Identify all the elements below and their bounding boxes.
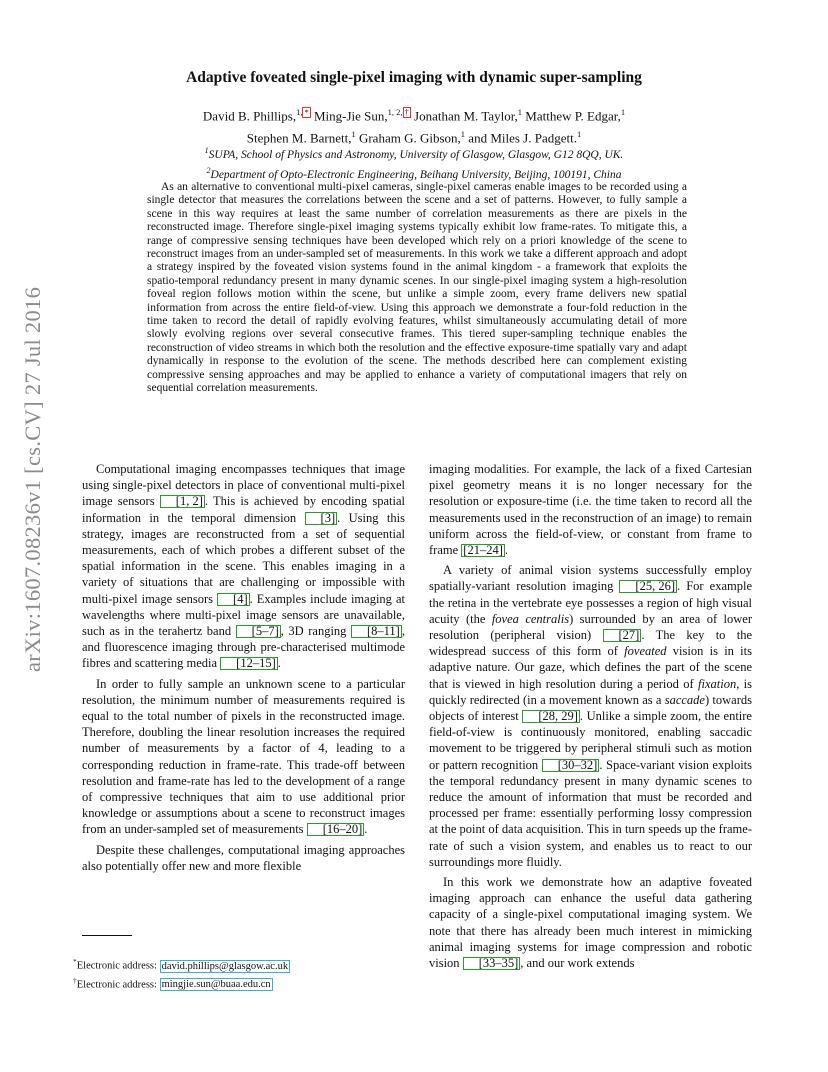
arxiv-identifier[interactable]: arXiv:1607.08236v1 [cs.CV] 27 Jul 2016 bbox=[20, 286, 45, 672]
affiliation-line: $^1$SUPA, School of Physics and Astronomy, University of Glasgow, Glasgow, G12 8QQ, UK. bbox=[204, 146, 624, 161]
body-paragraph: In order to fully sample an unknown scene to a particular resolution, the minimum number of measurements required is equal to the total number of pixels in the reconstructed image. Therefore, doubling the linear resolution increases the required number of measurements by a factor of 4, leading to a corresponding reduction in frame-rate. This trade-off between resolution and frame-rate has led to the development of a range of compressive techniques that aim to use additional prior knowledge or assumptions about a scene to reconstruct images from an under-sampled set of measurements [16–20] . bbox=[82, 676, 405, 837]
author-name: Matthew P. Edgar, bbox=[525, 108, 621, 124]
author-affiliation-mark: 1 bbox=[351, 129, 356, 140]
footnotes bbox=[73, 955, 413, 992]
affiliations bbox=[100, 143, 728, 183]
body-paragraph: Despite these challenges, computational imaging approaches also potentially offer new and more flexible bbox=[82, 842, 405, 873]
citation-link[interactable]: [8–11] bbox=[351, 625, 402, 638]
body-paragraph: imaging modalities. For example, the lack of a fixed Cartesian pixel geometry means it is no longer necessary for the resolution or exposure-time (i.e. the time taken to record all the measurements used in the reconstruction of an image) to remain uniform across the field-of-view, or constant from frame to frame [21–24] . bbox=[429, 462, 752, 558]
author-affiliation-mark: 1 bbox=[576, 129, 582, 140]
citation-link[interactable]: [1, 2] bbox=[160, 495, 205, 508]
email-link[interactable]: mingjie.sun@buaa.edu.cn bbox=[161, 979, 271, 990]
email-link[interactable]: david.phillips@glasgow.ac.uk bbox=[161, 960, 289, 972]
footnote-item: *Electronic address: david.phillips@glasgow.ac.uk bbox=[73, 957, 289, 972]
abstract-text: As an alternative to conventional multi-pixel cameras, single-pixel cameras enable images to be recorded using a single detector that measures the correlations between the scene and a set of patterns. However, to fully sample a scene in this way requires at least the same number of correlation measurements as there are pixels in the reconstructed image. Therefore single-pixel imaging systems typically exhibit low frame-rates. To mitigate this, a range of compressive sensing techniques have been developed which rely on a priori knowledge of the scene to reconstruct images from an under-sampled set of measurements. In this work we take a different approach and adopt a strategy inspired by the foveated vision systems found in the animal kingdom - a framework that exploits the spatio-temporal redundancy present in many dynamic scenes. In our single-pixel imaging system a high-resolution foveal region follows motion within the scene, but unlike a simple zoom, every frame delivers new spatial information from across the entire field-of-view. Using this approach we demonstrate a four-fold reduction in the time taken to record the detail of rapidly evolving features, whilst simultaneously accumulating detail of more slowly evolving regions over several consecutive frames. This tiered super-sampling technique enables the reconstruction of video streams in which both the resolution and the effective exposure-time spatially vary and adapt dynamically in response to the evolution of the scene. The methods described here can complement existing compressive sensing approaches and may be applied to enhance a variety of computational imagers that rely on sequential correlation measurements. bbox=[147, 181, 687, 395]
abstract bbox=[147, 181, 687, 396]
author-affiliation-mark: 1, bbox=[296, 107, 303, 117]
citation-link[interactable]: [12–15] bbox=[220, 657, 278, 670]
citation-link[interactable]: [28, 29] bbox=[522, 710, 580, 723]
author-list bbox=[100, 103, 728, 148]
author-name: David B. Phillips, bbox=[202, 108, 297, 124]
author-name: Graham G. Gibson, bbox=[358, 130, 461, 146]
author-name: Stephen M. Barnett, bbox=[246, 130, 352, 146]
body-paragraph: Computational imaging encompasses techniques that image using single-pixel detectors in place of conventional multi-pixel image sensors [1, 2] . This is achieved by encoding spatial information in the temporal dimension [3] . Using this strategy, images are reconstructed from a set of sequential measurements, each of which probes a different subset of the spatial information in the scene. This enables imaging in a variety of situations that are challenging or impossible with multi-pixel image sensors [4] . Examples include imaging at wavelengths where multi-pixel image sensors are unavailable, such as in the terahertz band [5–7] , 3D ranging [8–11] , and fluorescence imaging through pre-characterised multimode fibres and scattering media [12–15] . bbox=[82, 462, 405, 671]
author-name: Jonathan M. Taylor, bbox=[414, 108, 518, 124]
citation-link[interactable]: [33–35] bbox=[463, 957, 521, 970]
affiliation-line: $^2$Department of Opto-Electronic Engineering, Beihang University, Beijing, 100191, China bbox=[206, 165, 622, 181]
citation-link[interactable]: [4] bbox=[217, 593, 250, 606]
author-name: and Miles J. Padgett. bbox=[468, 130, 577, 146]
citation-link[interactable]: [21–24] bbox=[463, 543, 503, 558]
footnote-link[interactable]: † bbox=[404, 107, 409, 117]
citation-link[interactable]: [25, 26] bbox=[619, 580, 677, 593]
footnote-link[interactable]: * bbox=[304, 107, 309, 117]
author-affiliation-mark: 1 bbox=[620, 107, 626, 117]
footnote-divider bbox=[82, 935, 132, 936]
author-affiliation-mark: 1 bbox=[460, 129, 466, 140]
citation-link[interactable]: [30–32] bbox=[542, 759, 600, 772]
body-paragraph: A variety of animal vision systems successfully employ spatially-variant resolution imaging [25, 26] . For example the retina in the vertebrate eye possesses a region of high visual acuity (the fovea centralis) surrounded by an area of lower resolution (peripheral vision) [27] . The key to the widespread success of this form of foveated vision is in its adaptive nature. Our gaze, which defines the part of the scene that is viewed in high resolution during a period of fixation, is quickly redirected (in a movement known as a saccade) towards objects of interest [28, 29] . Unlike a simple zoom, the entire field-of-view is continuously monitored, enabling saccadic movement to be triggered by peripheral stimuli such as motion or pattern recognition [30–32] . Space-variant vision exploits the temporal redundancy present in many dynamic scenes to reduce the amount of information that must be recorded and processed per frame: essentially performing lossy compression at the point of data acquisition. This in turn speeds up the frame-rate of such a vision system, and enables us to react to our surroundings more fluidly. bbox=[429, 563, 753, 869]
footnote-item: †Electronic address: mingjie.sun@buaa.edu.cn bbox=[73, 975, 271, 990]
citation-link[interactable]: [16–20] bbox=[307, 823, 365, 836]
citation-link[interactable]: [27] bbox=[603, 629, 642, 642]
author-name: Ming-Jie Sun, bbox=[313, 108, 388, 124]
body-paragraph: In this work we demonstrate how an adaptive foveated imaging approach can enhance the useful data gathering capacity of a single-pixel computational imaging system. We note that there has already been much interest in mimicking animal imaging systems for image compression and robotic vision [33–35] , and our work extends bbox=[429, 875, 752, 971]
right-column bbox=[429, 461, 752, 975]
citation-link[interactable]: [5–7] bbox=[236, 625, 281, 638]
left-column bbox=[82, 461, 405, 878]
author-affiliation-mark: 1, 2, bbox=[387, 107, 403, 117]
citation-link[interactable]: [3] bbox=[305, 512, 338, 525]
paper-title: Adaptive foveated single-pixel imaging with dynamic super-sampling bbox=[186, 69, 642, 86]
author-affiliation-mark: 1 bbox=[517, 107, 523, 117]
